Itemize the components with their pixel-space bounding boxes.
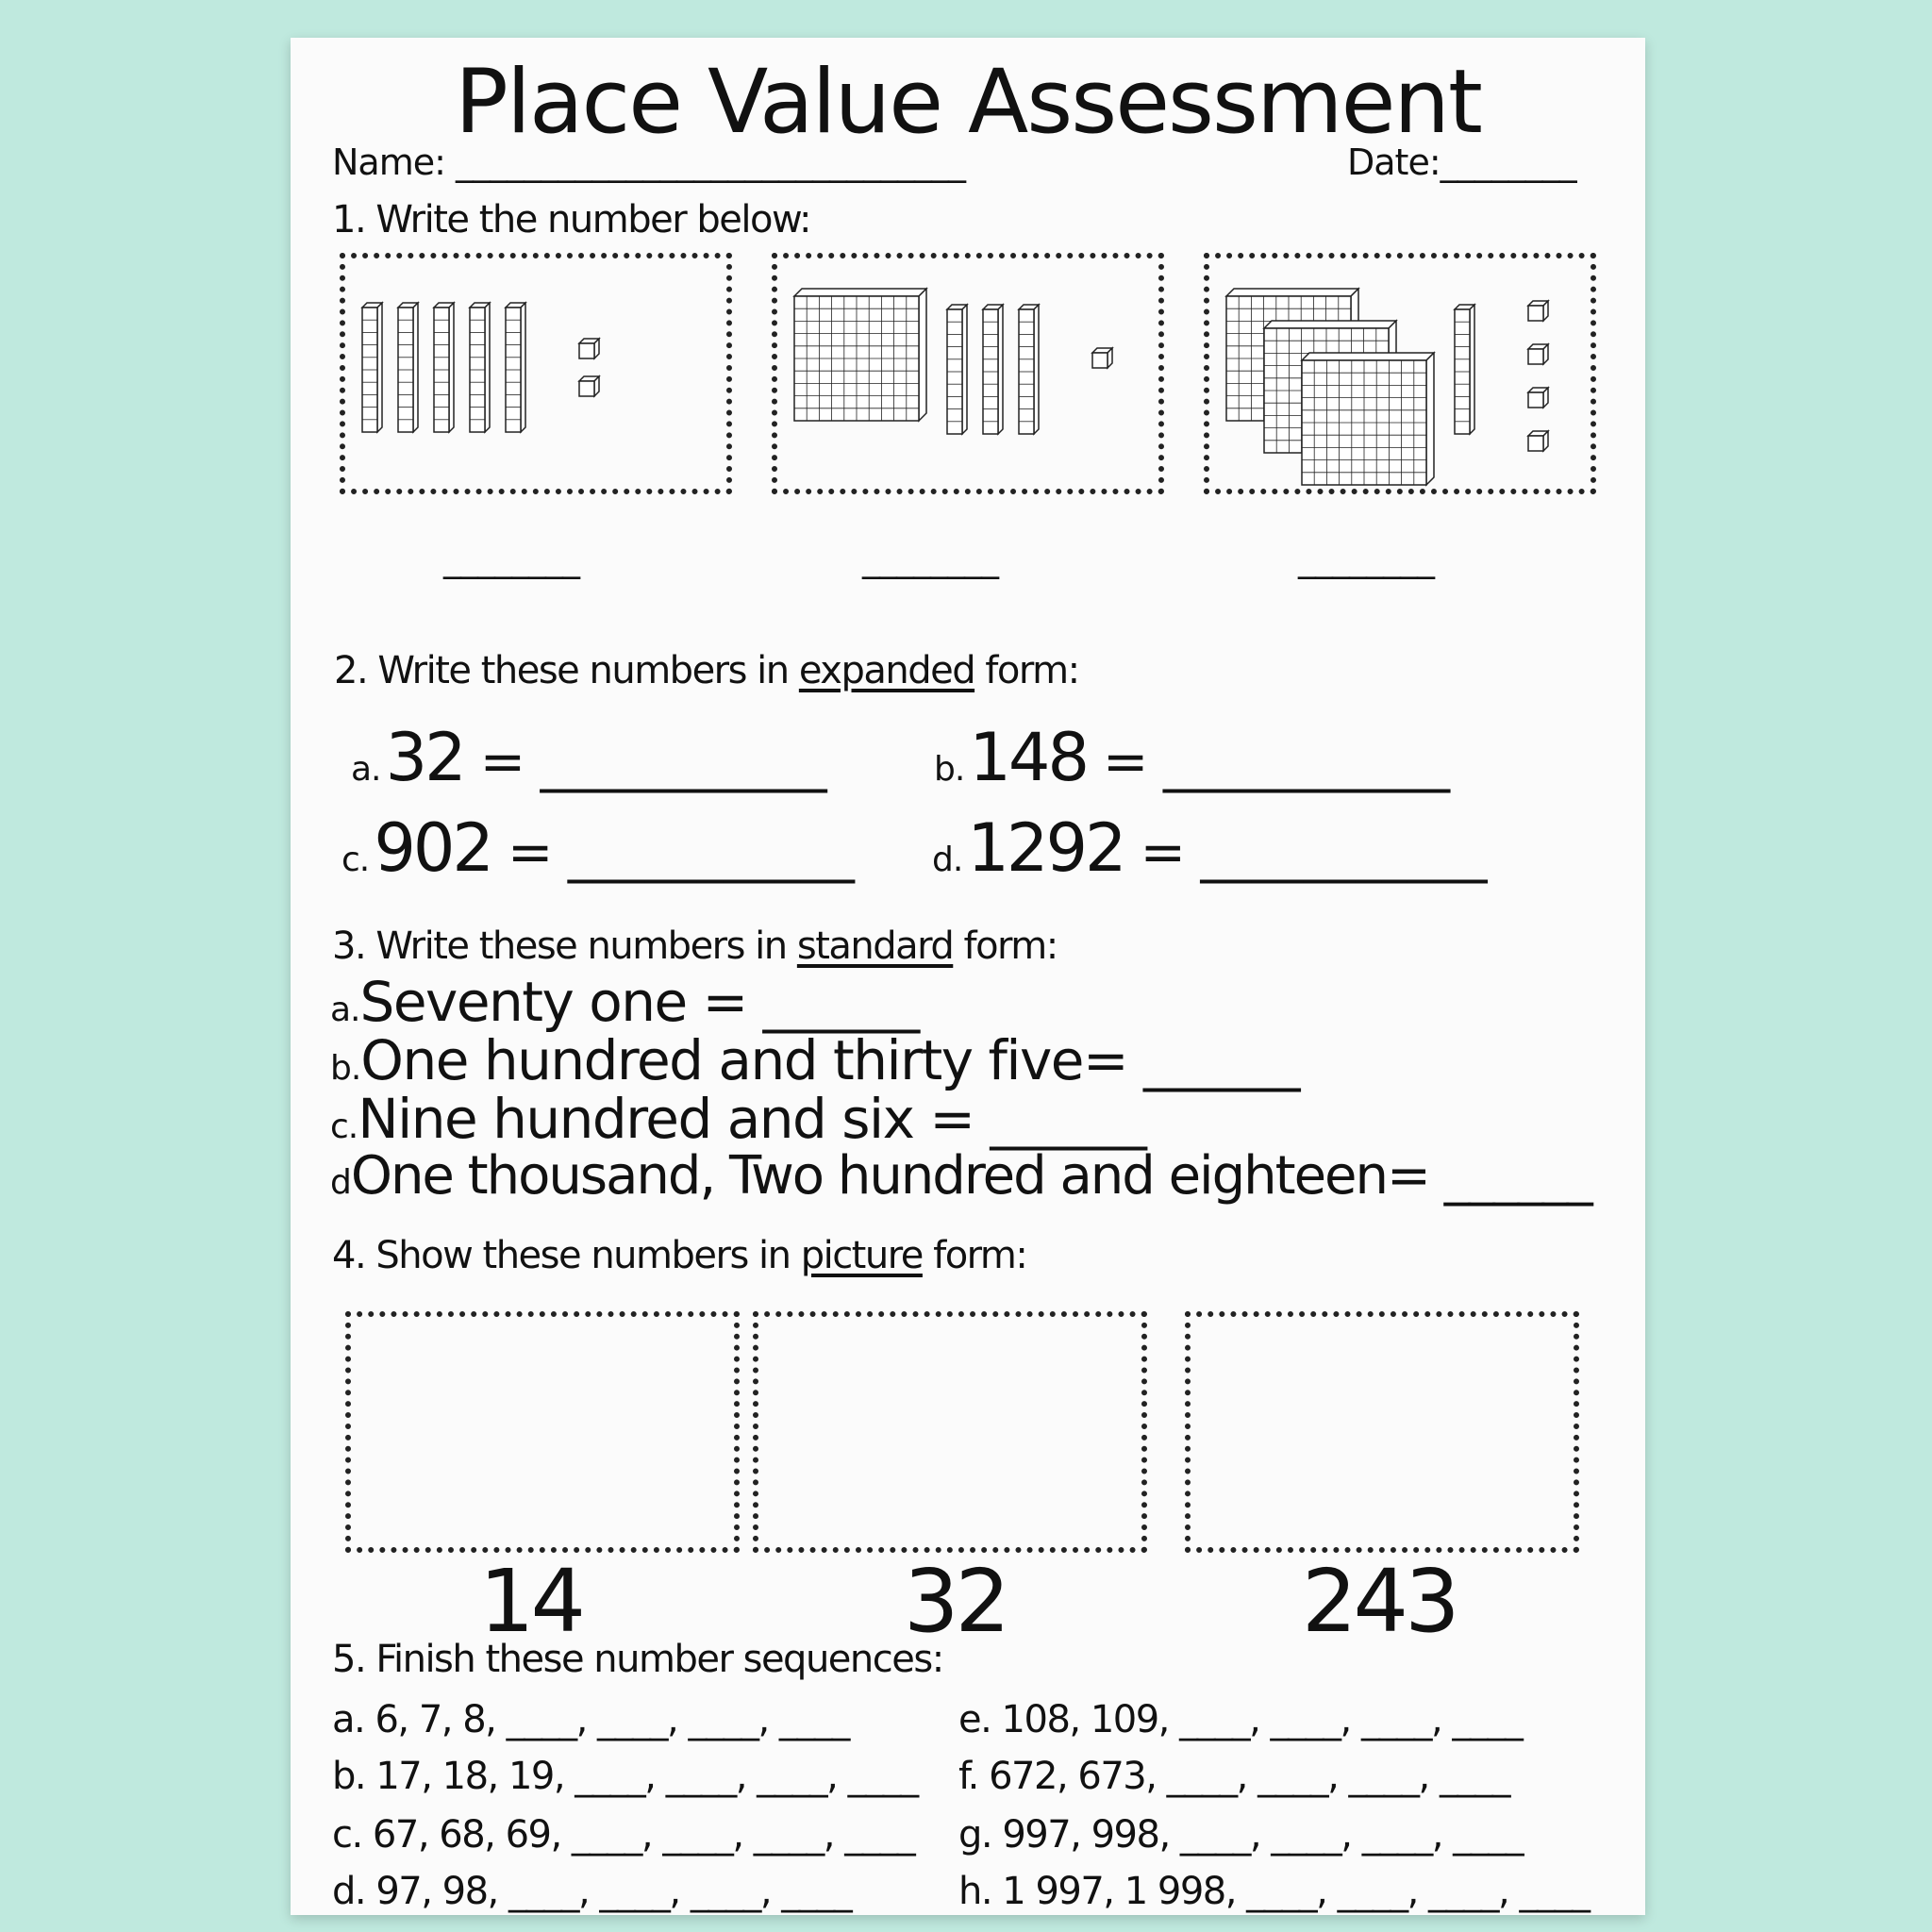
tens-rod — [398, 303, 418, 432]
date-field-label: Date:________ — [1347, 142, 1576, 183]
q4-drawing-box-a[interactable] — [345, 1311, 740, 1553]
q3-item-b: b.One hundred and thirty five= ______ — [330, 1028, 1300, 1092]
tens-rod — [947, 305, 967, 434]
tens-rod — [1455, 305, 1474, 434]
tens-rod — [506, 303, 525, 432]
q5-sequence-g: g. 997, 998, ____, ____, ____, ____ — [958, 1813, 1524, 1857]
q2-item-a: a. 32 = ___________ — [351, 719, 826, 796]
q2-item-c: c. 902 = ___________ — [341, 809, 854, 887]
q3-item-a: a.Seventy one = ______ — [330, 970, 919, 1034]
q1-box-b — [772, 253, 1164, 494]
q3-item-d: dOne thousand, Two hundred and eighteen= ______ — [330, 1145, 1591, 1207]
ones-cube — [1092, 348, 1112, 368]
q5-sequence-a: a. 6, 7, 8, ____, ____, ____, ____ — [332, 1698, 849, 1741]
q5-sequence-e: e. 108, 109, ____, ____, ____, ____ — [958, 1698, 1523, 1741]
question-1-prompt: 1. Write the number below: — [332, 198, 810, 242]
worksheet-page — [291, 38, 1645, 1915]
q1-answer-blank-c[interactable]: ________ — [1298, 538, 1434, 579]
q5-sequence-c: c. 67, 68, 69, ____, ____, ____, ____ — [332, 1813, 915, 1857]
q5-sequence-b: b. 17, 18, 19, ____, ____, ____, ____ — [332, 1755, 918, 1798]
hundreds-flat — [794, 289, 926, 421]
base-ten-blocks-a — [345, 258, 726, 489]
q2-item-b: b. 148 = ___________ — [934, 719, 1449, 796]
q1-answer-blank-b[interactable]: ________ — [862, 538, 998, 579]
question-5-prompt: 5. Finish these number sequences: — [332, 1638, 943, 1681]
hundreds-flat — [1302, 353, 1434, 485]
tens-rod — [983, 305, 1003, 434]
q5-sequence-f: f. 672, 673, ____, ____, ____, ____ — [958, 1755, 1509, 1798]
base-ten-blocks-b — [777, 258, 1158, 489]
tens-rod — [470, 303, 490, 432]
q1-answer-blank-a[interactable]: ________ — [443, 538, 579, 579]
question-4-prompt: 4. Show these numbers in picture form: — [332, 1234, 1027, 1277]
tens-rod — [1019, 305, 1039, 434]
q5-sequence-d: d. 97, 98, ____, ____, ____, ____ — [332, 1870, 852, 1913]
ones-cube — [579, 339, 599, 358]
ones-cube — [1528, 301, 1548, 321]
ones-cube — [1528, 388, 1548, 408]
q4-drawing-box-b[interactable] — [753, 1311, 1147, 1553]
q1-box-a — [340, 253, 732, 494]
q4-drawing-box-c[interactable] — [1185, 1311, 1579, 1553]
question-2-prompt: 2. Write these numbers in expanded form: — [334, 649, 1079, 692]
base-ten-blocks-c — [1209, 258, 1591, 489]
q2-item-d: d. 1292 = ___________ — [932, 809, 1487, 887]
name-field-label: Name: ______________________________ — [332, 142, 965, 183]
q4-number-a: 14 — [479, 1551, 583, 1652]
q1-box-c — [1204, 253, 1596, 494]
question-3-prompt: 3. Write these numbers in standard form: — [332, 924, 1058, 968]
q3-item-c: c.Nine hundred and six = ______ — [330, 1087, 1146, 1151]
tens-rod — [362, 303, 382, 432]
tens-rod — [434, 303, 454, 432]
page-title: Place Value Assessment — [455, 51, 1481, 154]
ones-cube — [1528, 431, 1548, 451]
ones-cube — [1528, 344, 1548, 364]
ones-cube — [579, 376, 599, 396]
q4-number-b: 32 — [904, 1551, 1008, 1652]
q4-number-c: 243 — [1302, 1551, 1457, 1652]
q5-sequence-h: h. 1 997, 1 998, ____, ____, ____, ____ — [958, 1870, 1590, 1913]
